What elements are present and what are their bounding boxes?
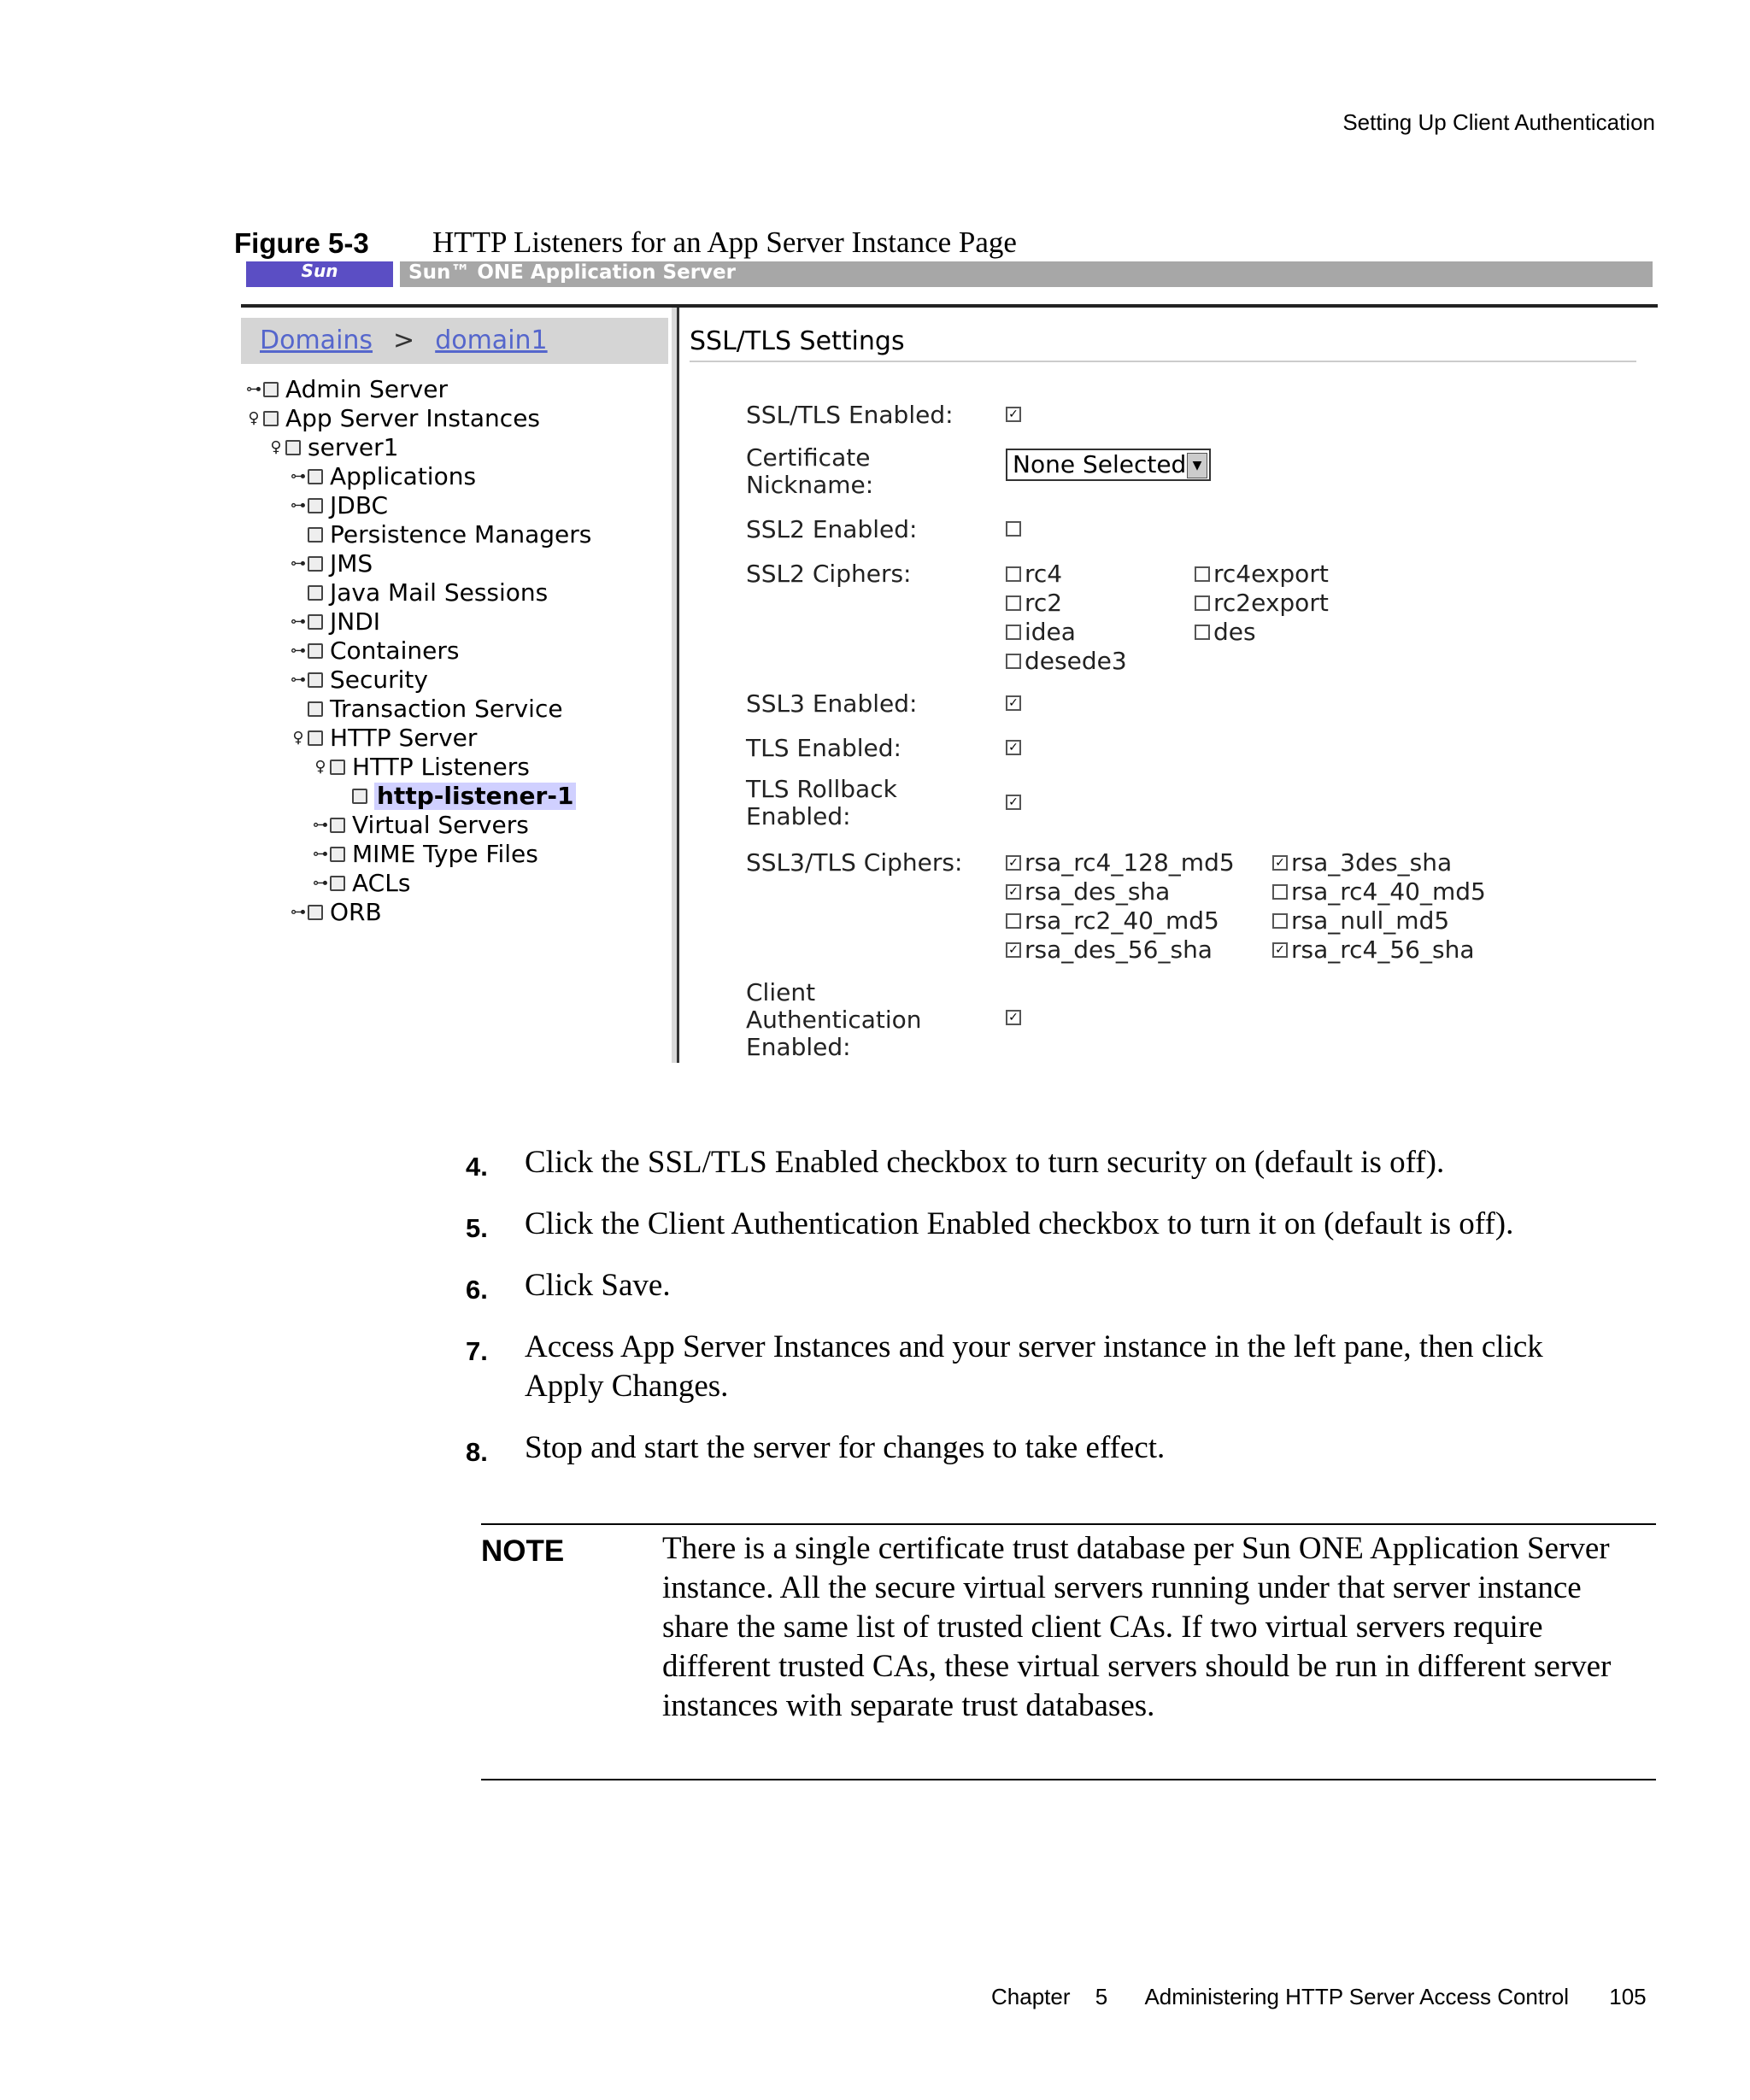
tls-enabled-checkbox[interactable] <box>1006 740 1021 755</box>
folder-icon <box>308 585 323 601</box>
step-text: Access App Server Instances and your server instance in the left pane, then click Apply Changes. <box>525 1329 1543 1404</box>
tree-item-http-listeners[interactable]: ♀ HTTP Listeners <box>311 754 530 781</box>
collapse-icon[interactable]: ♀ <box>292 729 304 747</box>
cert-nickname-select[interactable]: None Selected ▼ <box>1006 449 1211 481</box>
folder-icon <box>263 411 279 426</box>
tree-item-security[interactable]: ⊶ Security <box>291 666 428 694</box>
cipher-option[interactable]: rsa_rc2_40_md5 <box>1006 907 1219 935</box>
running-header: Setting Up Client Authentication <box>1342 109 1655 135</box>
cipher-checkbox[interactable] <box>1006 595 1021 611</box>
step-text: Click Save. <box>525 1268 671 1303</box>
figure-label: Figure 5-3 <box>234 227 369 259</box>
cipher-option[interactable]: rc2export <box>1195 590 1329 617</box>
cert-nickname-label: Certificate Nickname: <box>746 443 874 499</box>
footer-chapter-title: Administering HTTP Server Access Control <box>1144 1984 1570 2009</box>
step-number: 7. <box>466 1336 488 1366</box>
cipher-checkbox[interactable] <box>1272 913 1288 929</box>
cipher-option[interactable]: ✓ rsa_3des_sha <box>1272 849 1452 877</box>
step-number: 6. <box>466 1275 488 1305</box>
settings-pane <box>690 308 1658 1063</box>
ssl-tls-enabled-label: SSL/TLS Enabled: <box>746 401 954 429</box>
cipher-option[interactable]: ✓ rsa_des_56_sha <box>1006 936 1213 964</box>
expand-icon[interactable]: ⊶ <box>291 554 306 572</box>
folder-icon <box>330 876 345 891</box>
tree-item-admin-server[interactable]: ⊶ Admin Server <box>246 375 448 403</box>
cipher-option[interactable]: des <box>1195 619 1256 646</box>
tls-rollback-checkbox[interactable] <box>1006 795 1021 810</box>
breadcrumb <box>241 318 668 364</box>
step-number: 5. <box>466 1213 488 1243</box>
tree-item-mime-type-files[interactable]: ⊶ MIME Type Files <box>313 840 538 868</box>
folder-icon <box>308 556 323 572</box>
footer-chapter-number: 5 <box>1095 1984 1108 2009</box>
breadcrumb-separator: > <box>393 326 415 355</box>
cipher-checkbox[interactable] <box>1195 625 1210 640</box>
cipher-option[interactable]: rc2 <box>1006 590 1062 617</box>
collapse-icon[interactable]: ♀ <box>248 409 260 427</box>
tree-item-jms[interactable]: ⊶ JMS <box>291 549 373 578</box>
expand-icon[interactable]: ⊶ <box>291 642 306 660</box>
breadcrumb-domains-link[interactable]: Domains <box>260 326 373 355</box>
tree-item-applications[interactable]: ⊶ Applications <box>291 462 477 490</box>
lock-icon <box>308 672 323 688</box>
expand-icon[interactable]: ⊶ <box>291 903 306 921</box>
tree-item-java-mail-sessions[interactable]: Java Mail Sessions <box>308 579 548 607</box>
cipher-option[interactable]: ✓ rsa_rc4_56_sha <box>1272 936 1474 964</box>
ssl-tls-enabled-checkbox[interactable] <box>1006 407 1021 422</box>
server-icon <box>285 440 301 455</box>
page-footer <box>991 1984 1647 2010</box>
dropdown-arrow-icon[interactable]: ▼ <box>1187 453 1207 478</box>
figure-title: HTTP Listeners for an App Server Instance Page <box>432 226 1017 259</box>
cipher-option[interactable]: idea <box>1006 619 1076 646</box>
tls-rollback-label: TLS Rollback Enabled: <box>746 775 897 830</box>
breadcrumb-domain1-link[interactable]: domain1 <box>435 326 548 355</box>
folder-icon <box>308 643 323 659</box>
ssl2-ciphers-label: SSL2 Ciphers: <box>746 560 912 588</box>
cipher-option[interactable]: ✓ rsa_rc4_128_md5 <box>1006 849 1235 877</box>
expand-icon[interactable]: ⊶ <box>291 496 306 514</box>
folder-icon <box>330 760 345 775</box>
folder-icon <box>330 818 345 833</box>
tree-item-containers[interactable]: ⊶ Containers <box>291 636 460 665</box>
cipher-option[interactable]: rsa_rc4_40_md5 <box>1272 878 1486 906</box>
ssl3-enabled-checkbox[interactable] <box>1006 695 1021 711</box>
cipher-checkbox[interactable] <box>1272 884 1288 900</box>
expand-icon[interactable]: ⊶ <box>313 816 328 834</box>
client-auth-label: Client Authentication Enabled: <box>746 978 922 1061</box>
cipher-checkbox[interactable] <box>1006 913 1021 929</box>
expand-icon[interactable]: ⊶ <box>313 845 328 863</box>
tree-item-server1[interactable]: ♀ server1 <box>267 434 398 461</box>
cipher-checkbox[interactable] <box>1195 595 1210 611</box>
transaction-icon <box>308 701 323 717</box>
app-server-screenshot <box>241 261 1658 1063</box>
expand-icon[interactable]: ⊶ <box>291 467 306 485</box>
cipher-option[interactable]: rsa_null_md5 <box>1272 907 1449 935</box>
list-icon <box>352 789 367 804</box>
settings-rule <box>690 361 1636 362</box>
collapse-icon[interactable]: ♀ <box>314 758 326 776</box>
tree-item-persistence-managers[interactable]: Persistence Managers <box>308 521 591 548</box>
cipher-option[interactable]: rc4export <box>1195 560 1329 588</box>
cipher-checkbox[interactable] <box>1006 942 1021 958</box>
tree-item-transaction-service[interactable]: Transaction Service <box>308 695 563 723</box>
ssl2-enabled-label: SSL2 Enabled: <box>746 515 918 543</box>
cipher-option[interactable]: ✓ rsa_des_sha <box>1006 878 1170 906</box>
cipher-checkbox[interactable] <box>1006 884 1021 900</box>
cipher-checkbox[interactable] <box>1006 654 1021 669</box>
footer-chapter: Chapter <box>991 1984 1071 2009</box>
tree-item-app-server-instances[interactable]: ♀ App Server Instances <box>244 405 540 432</box>
tree-item-jdbc[interactable]: ⊶ JDBC <box>291 491 389 519</box>
collapse-icon[interactable]: ♀ <box>270 438 282 456</box>
cipher-option[interactable]: desede3 <box>1006 648 1127 675</box>
tree-item-http-listener-1[interactable]: http-listener-1 <box>352 783 576 810</box>
ssl3-tls-ciphers-label: SSL3/TLS Ciphers: <box>746 848 963 877</box>
client-auth-checkbox[interactable] <box>1006 1010 1021 1025</box>
product-banner: Sun™ ONE Application Server <box>400 261 1653 287</box>
jndi-icon <box>308 614 323 630</box>
pane-divider[interactable] <box>672 308 679 1063</box>
page-number: 105 <box>1609 1984 1647 2009</box>
database-icon <box>308 498 323 513</box>
note-text: There is a single certificate trust database per Sun ONE Application Server instance. All the secure virtual servers running under that server instance share the same list of trusted client CAs. If two virtual servers require different trusted CAs, these virtual servers should be run in different server instances with separate trust databases. <box>662 1531 1612 1723</box>
step-number: 4. <box>466 1152 488 1182</box>
cipher-checkbox[interactable] <box>1195 566 1210 582</box>
tree-item-http-server[interactable]: ♀ HTTP Server <box>289 724 477 752</box>
globe-server-icon <box>308 730 323 746</box>
list-icon <box>308 469 323 484</box>
note-label: NOTE <box>481 1534 565 1568</box>
expand-icon[interactable]: ⊶ <box>313 874 328 892</box>
cipher-checkbox[interactable] <box>1006 855 1021 871</box>
cipher-checkbox[interactable] <box>1006 566 1021 582</box>
orb-icon <box>308 905 323 920</box>
note-bottom-rule <box>481 1779 1656 1780</box>
folder-icon <box>308 527 323 543</box>
sun-logo: Sun <box>246 261 393 287</box>
step-text: Click the SSL/TLS Enabled checkbox to turn security on (default is off). <box>525 1145 1445 1180</box>
tree-item-orb[interactable]: ⊶ ORB <box>291 898 382 926</box>
cipher-checkbox[interactable] <box>1006 625 1021 640</box>
expand-icon[interactable]: ⊶ <box>246 380 261 398</box>
ssl2-enabled-checkbox[interactable] <box>1006 521 1021 537</box>
tree-item-virtual-servers[interactable]: ⊶ Virtual Servers <box>313 811 529 839</box>
expand-icon[interactable]: ⊶ <box>291 671 306 689</box>
step-text: Stop and start the server for changes to take effect. <box>525 1430 1166 1465</box>
folder-icon <box>330 847 345 862</box>
settings-title: SSL/TLS Settings <box>690 326 905 356</box>
ssl3-enabled-label: SSL3 Enabled: <box>746 689 918 718</box>
tree-item-jndi[interactable]: ⊶ JNDI <box>291 607 381 636</box>
note-top-rule <box>481 1523 1656 1525</box>
step-number: 8. <box>466 1437 488 1467</box>
cipher-checkbox[interactable] <box>1272 855 1288 871</box>
tree-item-acls[interactable]: ⊶ ACLs <box>313 869 411 897</box>
tls-enabled-label: TLS Enabled: <box>746 734 901 762</box>
cipher-checkbox[interactable] <box>1272 942 1288 958</box>
server-icon <box>263 382 279 397</box>
cipher-option[interactable]: rc4 <box>1006 560 1062 588</box>
navigation-pane <box>241 308 668 1063</box>
step-text: Click the Client Authentication Enabled checkbox to turn it on (default is off). <box>525 1206 1514 1241</box>
expand-icon[interactable]: ⊶ <box>291 613 306 631</box>
